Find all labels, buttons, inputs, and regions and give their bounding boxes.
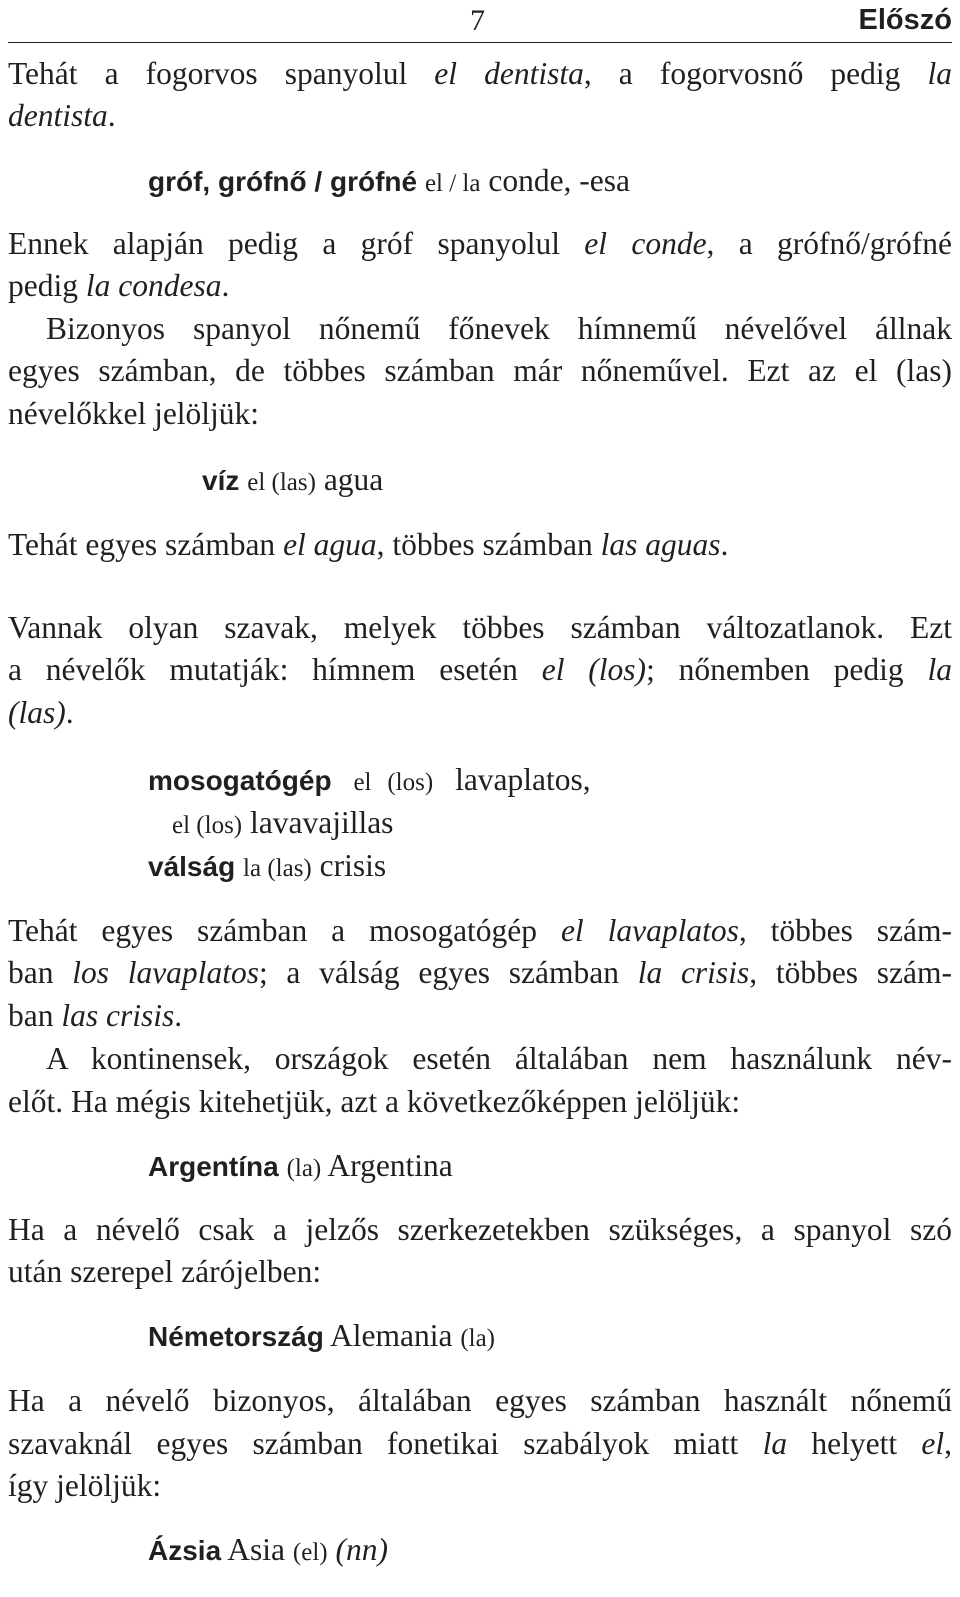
entry-article-plural: (los) <box>387 769 434 796</box>
paragraph-dishwasher-crisis-l3: ban las crisis. <box>8 998 183 1033</box>
entry-headword: Argentína <box>148 1151 279 1182</box>
paragraph-dishwasher-crisis: Tehát egyes számban a mosogatógép el lavaplatos, többes szám- <box>8 913 952 948</box>
entry-spanish: lavaplatos, <box>455 762 591 797</box>
dictionary-entry-dishwasher-alt <box>172 802 393 847</box>
paragraph-feminine-nouns-l2: egyes számban, de többes számban már nőneművel. Ezt az el (las) <box>8 353 952 388</box>
entry-article: el <box>353 769 372 796</box>
entry-spanish: lavavajillas <box>250 805 394 840</box>
paragraph-phonetic-l3: így jelöljük: <box>8 1468 162 1503</box>
paragraph-water: Tehát egyes számban el agua, többes számban las aguas. <box>8 527 729 562</box>
entry-article: el (las) <box>247 469 316 496</box>
dictionary-entry-argentina <box>148 1145 453 1190</box>
paragraph-continents: A kontinensek, országok esetén általában nem használunk név- <box>46 1041 952 1076</box>
paragraph-attributive: Ha a névelő csak a jelzős szerkezetekben szükséges, a spanyol szó <box>8 1212 952 1247</box>
section-title: Előszó <box>858 4 952 36</box>
entry-article: (la) <box>460 1325 496 1352</box>
entry-note: (nn) <box>335 1532 388 1567</box>
paragraph-continents-l2: előt. Ha mégis kitehetjük, azt a következőképpen jelöljük: <box>8 1084 741 1119</box>
entry-spanish: Argentina <box>327 1148 453 1183</box>
entry-spanish: conde, -esa <box>488 163 631 198</box>
dictionary-entry-water <box>202 459 383 504</box>
dictionary-entry-dishwasher <box>148 759 591 804</box>
entry-spanish: Asia <box>227 1532 286 1567</box>
paragraph-invariable: Vannak olyan szavak, melyek többes számban változatlanok. Ezt <box>8 610 952 645</box>
dictionary-entry-crisis <box>148 845 386 890</box>
entry-headword: mosogatógép <box>148 765 332 796</box>
paragraph-attributive-l2: után szerepel zárójelben: <box>8 1254 322 1289</box>
entry-article: la (las) <box>243 855 312 882</box>
entry-spanish: agua <box>323 462 384 497</box>
entry-headword: Németország <box>148 1321 324 1352</box>
paragraph-dishwasher-crisis-l2: ban los lavaplatos; a válság egyes számban la crisis, többes szám- <box>8 955 952 990</box>
dictionary-entry-count <box>148 160 630 205</box>
page-number: 7 <box>470 4 485 37</box>
entry-article: (el) <box>292 1539 328 1566</box>
entry-spanish: crisis <box>319 848 387 883</box>
paragraph-feminine-nouns-l3: névelőkkel jelöljük: <box>8 396 260 431</box>
entry-headword: Ázsia <box>148 1535 222 1566</box>
paragraph-invariable-l2: a névelők mutatják: hímnem esetén el (los); nőnemben pedig la <box>8 652 953 687</box>
dictionary-entry-germany <box>148 1315 495 1360</box>
running-header <box>8 0 952 43</box>
paragraph-invariable-l3: (las). <box>8 695 74 730</box>
entry-article: el / la <box>424 170 481 197</box>
entry-article: (la) <box>286 1155 322 1182</box>
dictionary-entry-asia <box>148 1529 388 1574</box>
entry-headword: víz <box>202 465 240 496</box>
paragraph-count: Ennek alapján pedig a gróf spanyolul el conde, a grófnő/grófné <box>8 226 952 261</box>
entry-headword: válság <box>148 851 236 882</box>
paragraph-phonetic: Ha a névelő bizonyos, általában egyes számban használt nőnemű <box>8 1383 952 1418</box>
entry-headword: gróf, grófnő / grófné <box>148 166 418 197</box>
paragraph-count-cont: pedig la condesa. <box>8 268 230 303</box>
entry-spanish: Alemania <box>329 1318 453 1353</box>
paragraph-dentist: Tehát a fogorvos spanyolul el dentista, a fogorvosnő pedig la <box>8 56 952 91</box>
paragraph-feminine-nouns: Bizonyos spanyol nőnemű főnevek hímnemű névelővel állnak <box>46 311 952 346</box>
paragraph-phonetic-l2: szavaknál egyes számban fonetikai szabályok miatt la helyett el, <box>8 1426 953 1461</box>
entry-article: el (los) <box>172 812 243 839</box>
paragraph-dentist-cont: dentista. <box>8 98 116 133</box>
